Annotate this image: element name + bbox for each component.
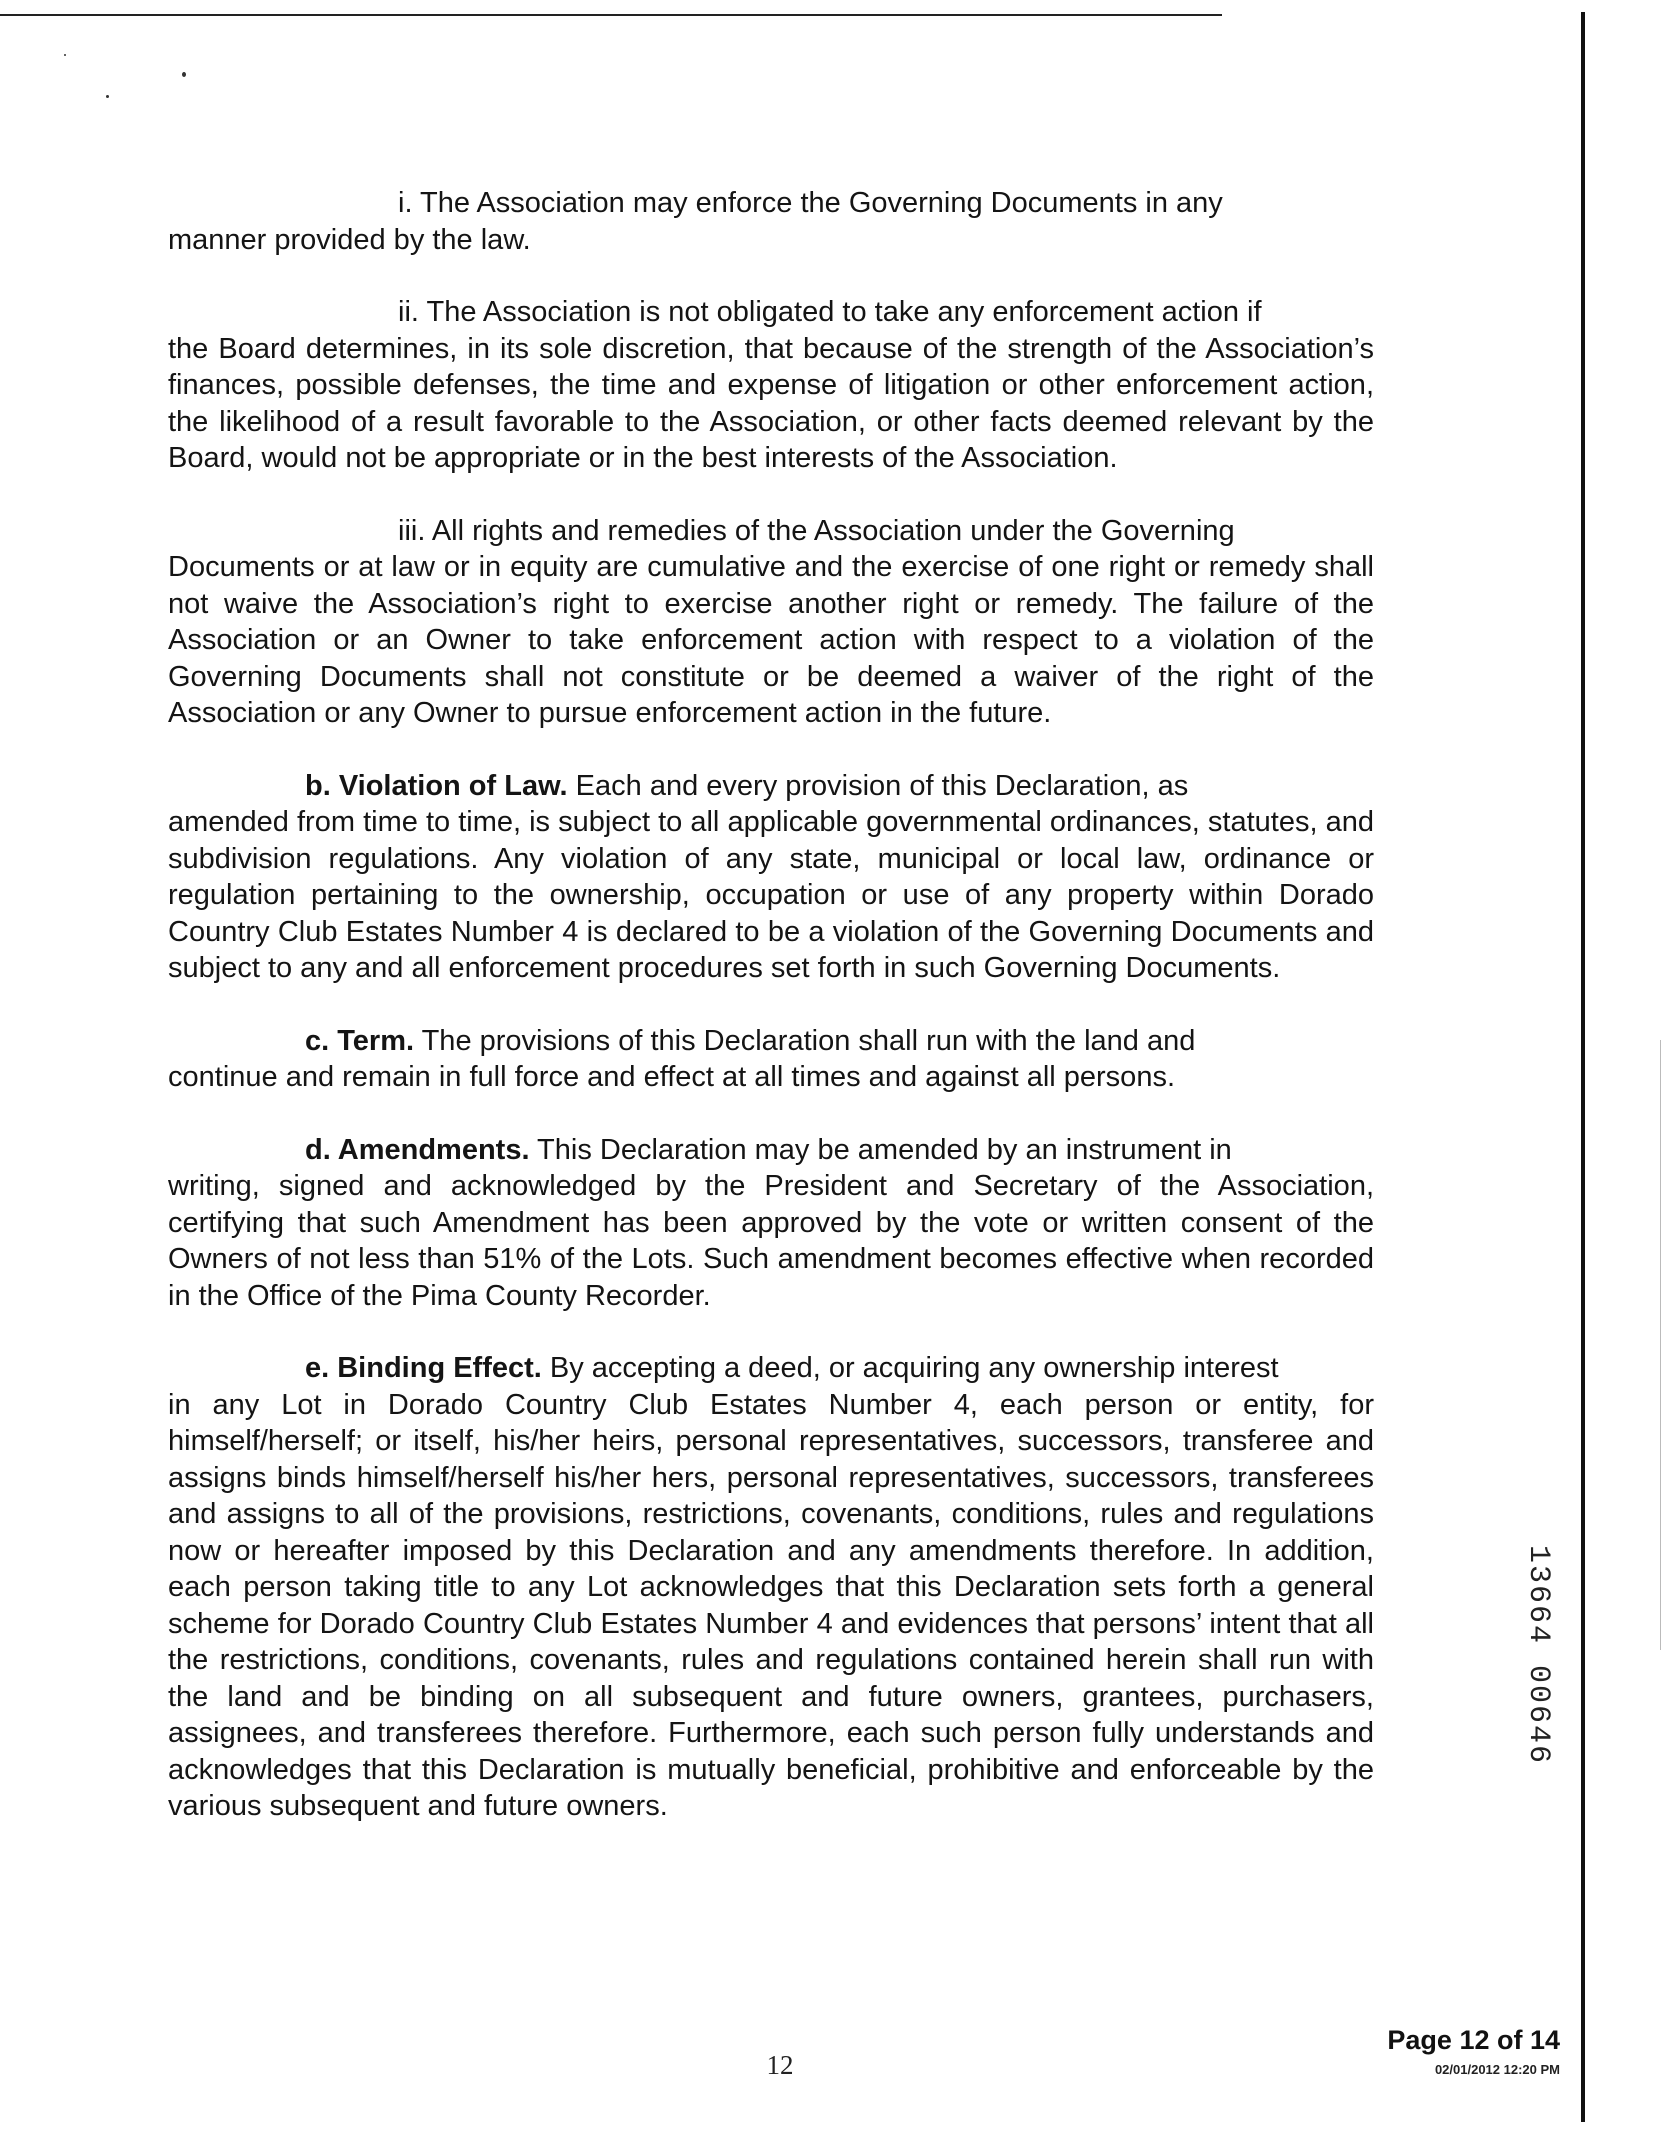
- paragraph-ii-first-line: ii. The Association is not obligated to take any enforcement action if: [398, 296, 1262, 328]
- section-b-first-text: Each and every provision of this Declaration, as: [567, 769, 1189, 802]
- recording-number-stamp: [1518, 1510, 1558, 1800]
- section-b-violation-of-law: [168, 768, 1374, 987]
- page-of-indicator: Page 12 of 14: [1387, 2025, 1560, 2055]
- paragraph-iii: [168, 513, 1374, 732]
- section-e-first-line: [168, 1350, 1374, 1387]
- section-c-text: continue and remain in full force and effect at all times and against all persons.: [168, 1061, 1175, 1093]
- faint-margin-rule: [1660, 1040, 1661, 1650]
- section-b-text: amended from time to time, is subject to all applicable governmental ordinances, statutes, and subdivision regulations. Any violation of any state, municipal or local law, ordinance or regulation pertaining to the ownership, occupation or use of any property within Dorado Country Club Estates Number 4 is declared to be a violation of the Governing Documents and subject to any and all enforcement procedures set forth in such Governing Documents.: [168, 806, 1374, 984]
- document-body: [168, 185, 1374, 1861]
- section-c-term: [168, 1023, 1374, 1096]
- paragraph-ii: [168, 294, 1374, 477]
- scan-speck: [64, 54, 66, 56]
- paragraph-iii-first-line: iii. All rights and remedies of the Association under the Governing: [398, 514, 1235, 547]
- section-e-heading: e. Binding Effect.: [305, 1352, 542, 1384]
- section-e-text: in any Lot in Dorado Country Club Estates Number 4, each person or entity, for himself/herself; or itself, his/her heirs, personal representatives, successors, transferee and assigns binds himself/herself his/her hers, personal representatives, successors, transferees and assigns to all of the provisions, restrictions, covenants, conditions, rules and regulations now or hereafter imposed by this Declaration and any amendments therefore. In addition, each person taking title to any Lot acknowledges that this Declaration sets forth a general scheme for Dorado Country Club Estates Number 4 and evidences that persons’ intent that all the restrictions, conditions, covenants, rules and regulations contained herein shall run with the land and be binding on all subsequent and future owners, grantees, purchasers, assignees, and transferees therefore. Furthermore, each such person fully understands and acknowledges that this Declaration is mutually beneficial, prohibitive and enforceable by the various subsequent and future owners.: [168, 1388, 1374, 1822]
- scan-speck: [182, 72, 186, 77]
- paragraph-iii-text: Documents or at law or in equity are cumulative and the exercise of one right or remedy shall not waive the Association’s right to exercise another right or remedy. The failure of the Association or an Owner to take enforcement action with respect to a violation of the Governing Documents shall not constitute or be deemed a waiver of the right of the Association or any Owner to pursue enforcement action in the future.: [168, 551, 1374, 729]
- paragraph-i-first-line: i. The Association may enforce the Governing Documents in any: [398, 187, 1223, 219]
- page-number: 12: [766, 2050, 794, 2080]
- section-d-heading: d. Amendments.: [305, 1133, 530, 1166]
- section-d-amendments: [168, 1132, 1374, 1315]
- paragraph-i: [168, 185, 1374, 258]
- top-rule: [0, 14, 1222, 16]
- section-c-first-text: The provisions of this Declaration shall run with the land and: [414, 1024, 1196, 1057]
- right-margin-rule: [1581, 12, 1585, 2122]
- section-d-text: writing, signed and acknowledged by the President and Secretary of the Association, certifying that such Amendment has been approved by the vote or written consent of the Owners of not less than 51% of the Lots. Such amendment becomes effective when recorded in the Office of the Pima County Recorder.: [168, 1170, 1374, 1312]
- recording-number-text: 13664 00646: [1521, 1544, 1556, 1766]
- section-d-first-text: This Declaration may be amended by an instrument in: [529, 1133, 1232, 1166]
- section-d-first-line: [168, 1132, 1374, 1169]
- section-c-first-line: [168, 1023, 1374, 1060]
- section-c-heading: c. Term.: [305, 1024, 415, 1057]
- section-e-first-text: By accepting a deed, or acquiring any ownership interest: [541, 1352, 1279, 1384]
- paragraph-i-text: manner provided by the law.: [168, 223, 531, 256]
- section-e-binding-effect: [168, 1350, 1374, 1825]
- section-b-heading: b. Violation of Law.: [305, 769, 568, 802]
- print-timestamp: 02/01/2012 12:20 PM: [1434, 2062, 1560, 2077]
- section-b-first-line: [168, 768, 1374, 805]
- scan-speck: [106, 95, 109, 98]
- paragraph-ii-text: the Board determines, in its sole discretion, that because of the strength of the Association’s finances, possible defenses, the time and expense of litigation or other enforcement action, the likelihood of a result favorable to the Association, or other facts deemed relevant by the Board, would not be appropriate or in the best interests of the Association.: [168, 332, 1374, 474]
